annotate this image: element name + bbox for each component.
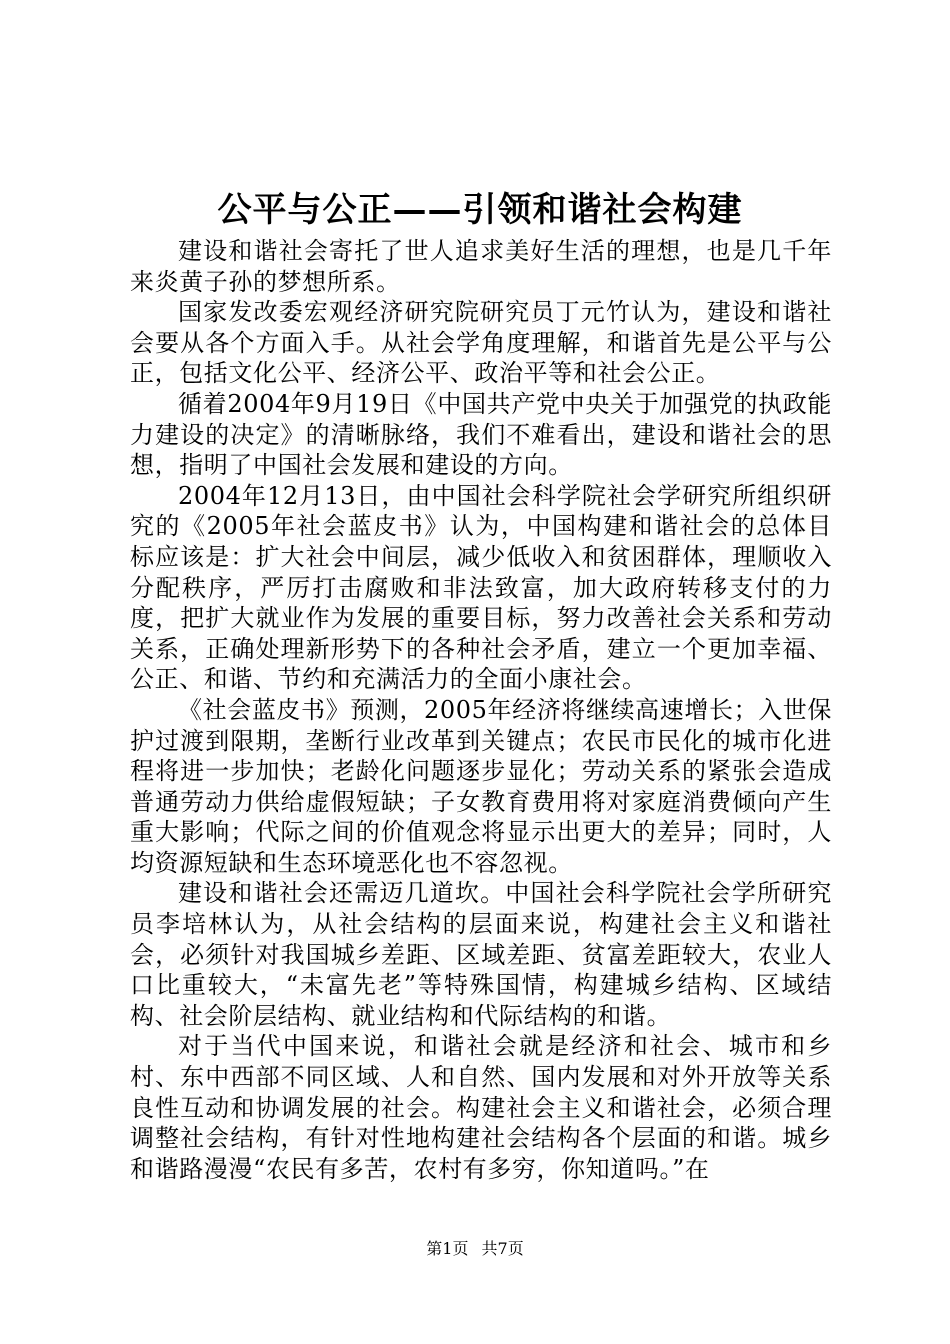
paragraph-4: 2004年12月13日，由中国社会科学院社会学研究所组织研究的《2005年社会蓝皮书》认为，中国构建和谐社会的总体目标应该是：扩大社会中间层，减少低收入和贫困群体，理顺收入分配秩序，严厉打击腐败和非法致富，加大政府转移支付的力度，把扩大就业作为发展的重要目标，努力改善社会关系和劳动关系，正确处理新形势下的各种社会矛盾，建立一个更加幸福、公正、和谐、节约和充满活力的全面小康社会。 xyxy=(130,481,832,694)
paragraph-2: 国家发改委宏观经济研究院研究员丁元竹认为，建设和谐社会要从各个方面入手。从社会学角度理解，和谐首先是公平与公正，包括文化公平、经济公平、政治平等和社会公正。 xyxy=(130,298,832,388)
document-title: 公平与公正——引领和谐社会构建 xyxy=(217,190,743,230)
paragraph-3: 循着2004年9月19日《中国共产党中央关于加强党的执政能力建设的决定》的清晰脉络，我们不难看出，建设和谐社会的思想，指明了中国社会发展和建设的方向。 xyxy=(130,389,832,480)
paragraph-6: 建设和谐社会还需迈几道坎。中国社会科学院社会学所研究员李培林认为，从社会结构的层面来说，构建社会主义和谐社会，必须针对我国城乡差距、区域差距、贫富差距较大，农业人口比重较大，“未富先老”等特殊国情，构建城乡结构、区域结构、社会阶层结构、就业结构和代际结构的和谐。 xyxy=(130,879,832,1030)
paragraph-7: 对于当代中国来说，和谐社会就是经济和社会、城市和乡村、东中西部不同区域、人和自然、国内发展和对外开放等关系良性互动和协调发展的社会。构建社会主义和谐社会，必须合理调整社会结构，有针对性地构建社会结构各个层面的和谐。城乡和谐路漫漫“农民有多苦，农村有多穷，你知道吗。”在 xyxy=(130,1032,832,1183)
paragraph-5: 《社会蓝皮书》预测，2005年经济将继续高速增长；入世保护过渡到限期，垄断行业改革到关键点；农民市民化的城市化进程将进一步加快；老龄化问题逐步显化；劳动关系的紧张会造成普通劳动力供给虚假短缺；子女教育费用将对家庭消费倾向产生重大影响；代际之间的价值观念将显示出更大的差异；同时，人均资源短缺和生态环境恶化也不容忽视。 xyxy=(130,695,832,877)
page-count: 共7页 xyxy=(481,1239,524,1258)
paragraph-1: 建设和谐社会寄托了世人追求美好生活的理想，也是几千年来炎黄子孙的梦想所系。 xyxy=(130,237,832,296)
page-footer xyxy=(0,1238,950,1260)
document-body xyxy=(130,236,832,1184)
page-number: 第1页 xyxy=(426,1239,469,1258)
